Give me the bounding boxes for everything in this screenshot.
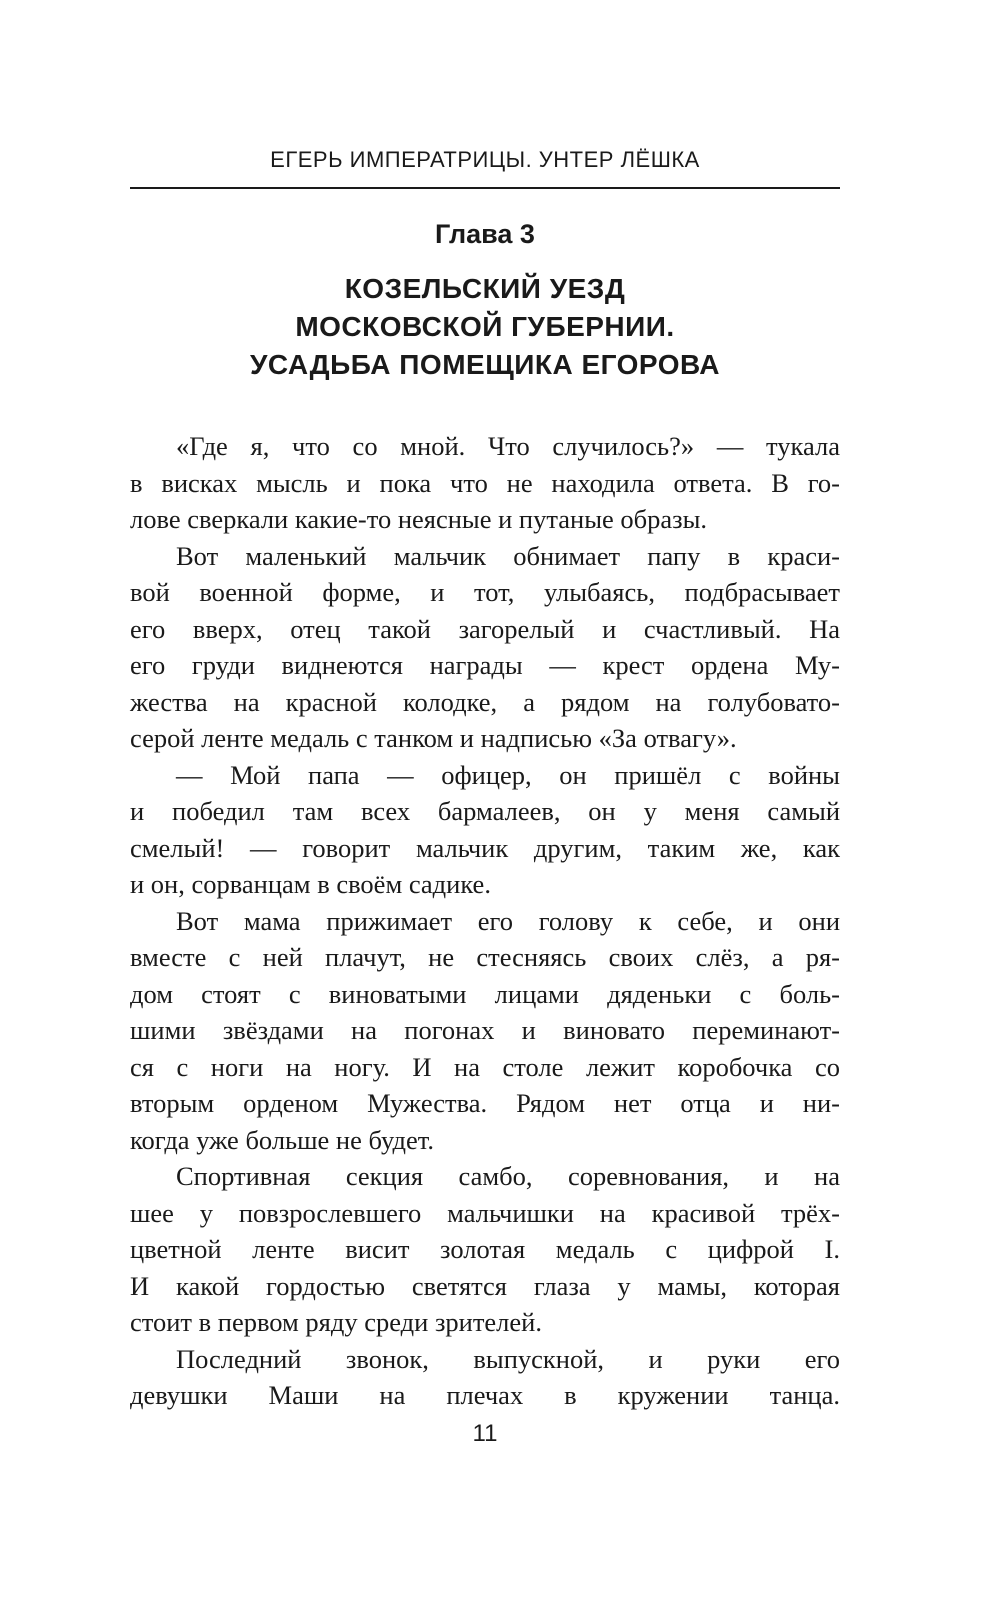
text-line: вторым орденом Мужества. Рядом нет отца и ни- (130, 1088, 840, 1118)
header-rule (130, 187, 840, 189)
chapter-number: Глава 3 (435, 219, 535, 249)
text-line: Вот мама прижимает его голову к себе, и они (176, 905, 840, 936)
text-line: его груди виднеются награды — крест ордена Му- (130, 650, 840, 680)
text-line: в висках мысль и пока что не находила ответа. В го- (130, 467, 840, 498)
text-line: вместе с ней плачут, не стесняясь своих слёз, а ря- (130, 942, 840, 972)
text-line: лове сверкали какие-то неясные и путаные образы. (130, 504, 708, 534)
running-head: ЕГЕРЬ ИМПЕРАТРИЦЫ. УНТЕР ЛЁШКА (270, 147, 700, 172)
text-line: дом стоят с виноватыми лицами дяденьки с боль- (130, 978, 840, 1009)
text-line: ся с ноги на ногу. И на столе лежит коробочка со (130, 1051, 840, 1082)
text-line: Последний звонок, выпускной, и руки его (176, 1343, 840, 1374)
text-line: смелый! — говорит мальчик другим, таким же, как (130, 832, 840, 863)
text-line: Вот маленький мальчик обнимает папу в краси- (176, 540, 840, 571)
text-line: — Мой папа — офицер, он пришёл с войны (176, 759, 840, 790)
chapter-title-line: МОСКОВСКОЙ ГУБЕРНИИ. (295, 311, 675, 342)
text-line: его вверх, отец такой загорелый и счастливый. На (130, 613, 840, 644)
text-line: цветной ленте висит золотая медаль с цифрой I. (130, 1234, 840, 1264)
text-line: и он, сорванцам в своём садике. (130, 869, 491, 899)
text-line: и победил там всех бармалеев, он у меня самый (130, 796, 840, 826)
text-line: стоит в первом ряду среди зрителей. (130, 1307, 542, 1337)
text-line: вой военной форме, и тот, улыбаясь, подбрасывает (130, 577, 840, 607)
text-line: Спортивная секция самбо, соревнования, и на (176, 1161, 840, 1191)
chapter-title-line: УСАДЬБА ПОМЕЩИКА ЕГОРОВА (249, 349, 721, 380)
text-line: жества на красной колодке, а рядом на голубовато- (130, 686, 840, 717)
text-line: серой ленте медаль с танком и надписью «За отвагу». (130, 723, 737, 753)
text-line: девушки Маши на плечах в кружении танца. (130, 1380, 840, 1410)
text-line: «Где я, что со мной. Что случилось?» — тукала (176, 431, 840, 461)
chapter-title-line: КОЗЕЛЬСКИЙ УЕЗД (344, 273, 626, 304)
text-line: И какой гордостью светятся глаза у мамы, которая (130, 1270, 840, 1301)
text-line: шими звёздами на погонах и виновато переминают- (130, 1015, 840, 1045)
body-text (130, 428, 840, 1414)
page-number: 11 (472, 1420, 498, 1447)
text-line: когда уже больше не будет. (130, 1124, 435, 1155)
text-line: шее у повзрослевшего мальчишки на красивой трёх- (130, 1197, 840, 1228)
chapter-title (130, 270, 840, 384)
